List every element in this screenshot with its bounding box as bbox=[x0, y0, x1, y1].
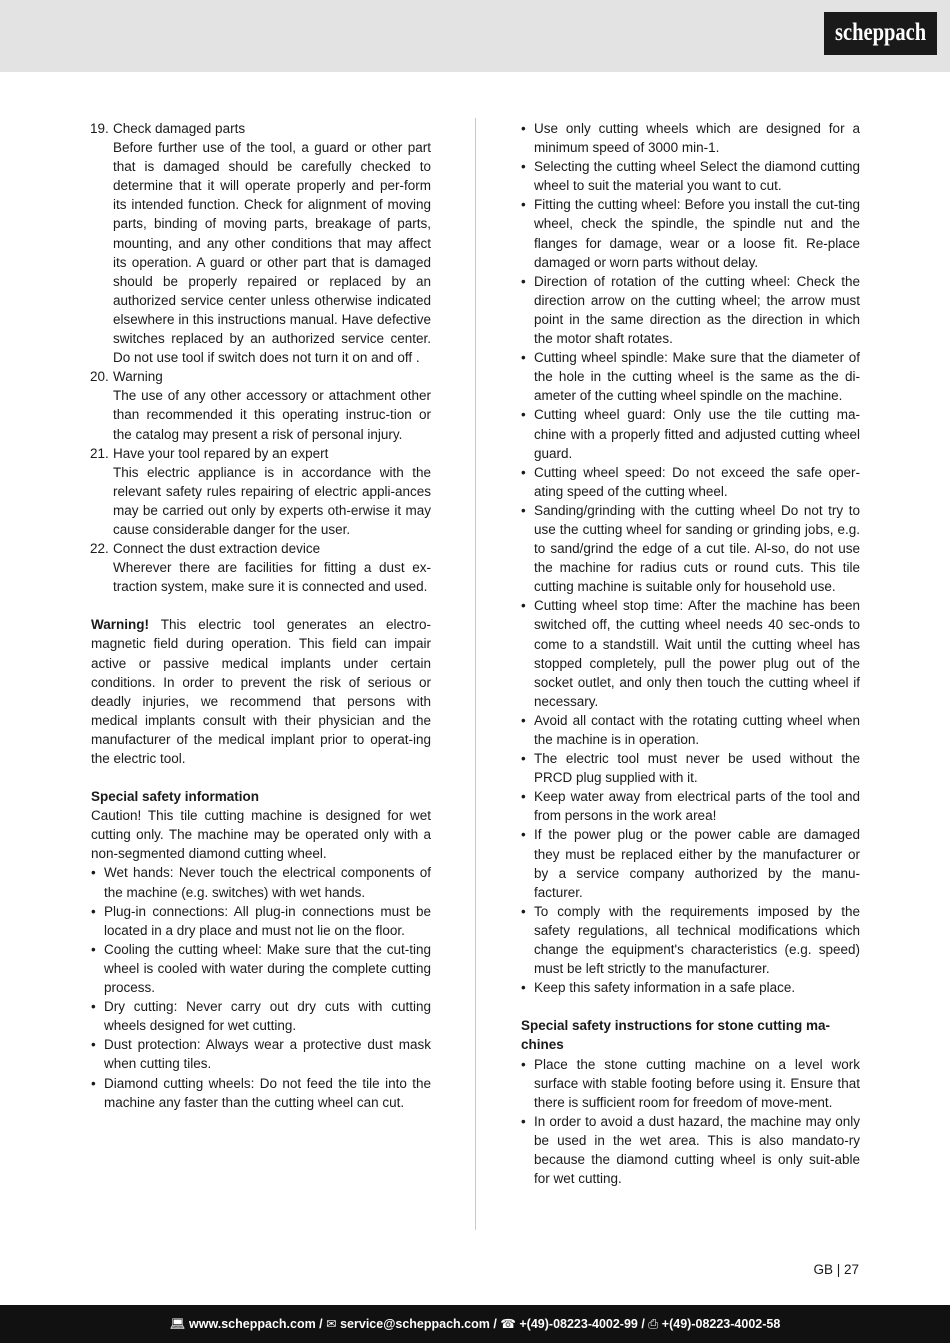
warning-label: Warning! bbox=[91, 617, 149, 633]
right-column bbox=[521, 119, 860, 1188]
bullet-item: • Dry cutting: Never carry out dry cuts with cutting wheels designed for wet cutting. bbox=[91, 997, 431, 1035]
bullet-item: • Direction of rotation of the cutting wheel: Check the direction arrow on the cutting wheel; the arrow must point in the same direction as the direction in which the motor shaft rotates. bbox=[521, 272, 860, 348]
phone-icon: ☎︎ bbox=[500, 1317, 516, 1331]
bullet-item: • Cutting wheel spindle: Make sure that the diameter of the hole in the cutting wheel is the same as the di-ameter of the cutting wheel spindle on the machine. bbox=[521, 348, 860, 405]
bullet-item: • Cutting wheel stop time: After the machine has been switched off, the cutting wheel needs 40 sec-onds to come to a standstill. Wait until the cutting wheel has stopped completely, pull the power plug out of the socket outlet, and only then touch the cutting wheel if necessary. bbox=[521, 596, 860, 711]
item-body: The use of any other accessory or attachment other than recommended it this operating instruc-tion or the catalog may present a risk of personal injury. bbox=[113, 388, 431, 442]
left-column bbox=[91, 119, 431, 1112]
item-title: Check damaged parts bbox=[113, 121, 246, 136]
list-item: 20. Warning The use of any other accessory or attachment other than recommended it this operating instruc-tion or the catalog may present a risk of personal injury. bbox=[91, 367, 431, 443]
bullet-item: • Diamond cutting wheels: Do not feed the tile into the machine any faster than the cutting wheel can cut. bbox=[91, 1074, 431, 1112]
page-number: GB | 27 bbox=[813, 1262, 859, 1277]
bullet-item: • In order to avoid a dust hazard, the machine may only be used in the wet area. This is also mandato-ry because the diamond cutting wheel is only suit-able for wet cutting. bbox=[521, 1112, 860, 1188]
computer-icon: 💻︎ bbox=[169, 1317, 186, 1331]
bullet-item: • Keep water away from electrical parts of the tool and from persons in the work area! bbox=[521, 787, 860, 825]
bullet-item: • Selecting the cutting wheel Select the diamond cutting wheel to suit the material you want to cut. bbox=[521, 157, 860, 195]
bullet-item: • The electric tool must never be used without the PRCD plug supplied with it. bbox=[521, 749, 860, 787]
bullet-item: • Place the stone cutting machine on a level work surface with stable footing before using it. Ensure that there is sufficient room for freedom of move-ment. bbox=[521, 1055, 860, 1112]
fax-number: +(49)-08223-4002-58 bbox=[661, 1317, 781, 1331]
bullet-item: • Plug-in connections: All plug-in connections must be located in a dry place and must not lie on the floor. bbox=[91, 902, 431, 940]
bullet-list bbox=[91, 863, 431, 1111]
item-title: Warning bbox=[113, 369, 163, 385]
item-title: Have your tool repared by an expert bbox=[113, 445, 329, 461]
intro-paragraph: Caution! This tile cutting machine is designed for wet cutting only. The machine may be operated only with a non-segmented diamond cutting wheel. bbox=[91, 808, 431, 862]
item-body: This electric appliance is in accordance with the relevant safety rules repairing of electric appli-ances may be carried out only by experts oth-erwise it may cause considerable danger for the user. bbox=[113, 464, 431, 537]
bullet-item: • Wet hands: Never touch the electrical components of the machine (e.g. switches) with wet hands. bbox=[91, 863, 431, 901]
bullet-item: • Use only cutting wheels which are designed for a minimum speed of 3000 min-1. bbox=[521, 119, 860, 157]
numbered-list bbox=[91, 119, 431, 596]
bullet-item: • Cutting wheel guard: Only use the tile cutting ma-chine with a properly fitted and adjusted cutting wheel guard. bbox=[521, 405, 860, 462]
bullet-item: • Avoid all contact with the rotating cutting wheel when the machine is in operation. bbox=[521, 711, 860, 749]
bullet-list bbox=[521, 1055, 860, 1189]
bullet-item: • If the power plug or the power cable are damaged they must be replaced either by the manufacturer or by a service company authorized by the manu-facturer. bbox=[521, 825, 860, 901]
bullet-list bbox=[521, 119, 860, 997]
item-title: Connect the dust extraction device bbox=[113, 541, 321, 557]
list-item: 22. Connect the dust extraction device Wherever there are facilities for fitting a dust ex-traction system, make sure it is connected and used. bbox=[91, 539, 431, 596]
bullet-item: • Keep this safety information in a safe place. bbox=[521, 978, 860, 997]
bullet-item: • Cooling the cutting wheel: Make sure that the cut-ting wheel is cooled with water during the complete cutting process. bbox=[91, 940, 431, 997]
brand-logo: scheppach bbox=[824, 12, 937, 55]
section-heading: Special safety information bbox=[91, 789, 260, 805]
mail-icon: ✉︎ bbox=[326, 1317, 337, 1331]
column-divider bbox=[475, 118, 476, 1230]
item-body: Wherever there are facilities for fitting a dust ex-traction system, make sure it is connected and used. bbox=[113, 560, 431, 595]
bullet-item: • Cutting wheel speed: Do not exceed the safe oper-ating speed of the cutting wheel. bbox=[521, 463, 860, 501]
bullet-item: • Dust protection: Always wear a protective dust mask when cutting tiles. bbox=[91, 1035, 431, 1073]
bullet-item: • Sanding/grinding with the cutting wheel Do not try to use the cutting wheel for sanding or grinding jobs, e.g. to sand/grind the edge of a cut tile. Al-so, do not use the machine for radius cuts or round cuts. This tile cutting machine is suitable only for household use. bbox=[521, 501, 860, 596]
bullet-item: • Fitting the cutting wheel: Before you install the cut-ting wheel, check the spindle, the spindle nut and the flanges for damage, wear or a loose fit. Re-place damaged or worn parts without delay. bbox=[521, 195, 860, 271]
email-link[interactable]: service@scheppach.com / bbox=[340, 1317, 497, 1331]
list-item: 19. Check damaged parts Before further use of the tool, a guard or other part that is damaged should be carefully checked to determine that it will operate properly and per-form its intended function. Check for alignment of moving parts, binding of moving parts, breakage of parts, mounting, and any other conditions that may affect its operation. A guard or other part that is damaged should be properly repaired or replaced by an authorized service center unless otherwise indicated elsewhere in this instructions manual. Have defective switches replaced by an authorized service center. Do not use tool if switch does not turn it on and off . bbox=[91, 119, 431, 367]
phone-number: +(49)-08223-4002-99 / bbox=[519, 1317, 645, 1331]
item-body: Before further use of the tool, a guard or other part that is damaged should be carefully checked to determine that it will operate properly and per-form its intended function. Check for alignment of moving parts, binding of moving parts, breakage of parts, mounting, and any other conditions that may affect its operation. A guard or other part that is damaged should be properly repaired or replaced by an authorized service center unless otherwise indicated elsewhere in this instructions manual. Have defective switches replaced by an authorized service center. Do not use tool if switch does not turn it on and off . bbox=[113, 140, 431, 366]
website-link[interactable]: www.scheppach.com / bbox=[189, 1317, 323, 1331]
list-item: 21. Have your tool repared by an expert This electric appliance is in accordance with the relevant safety rules repairing of electric appli-ances may be carried out only by experts oth-erwise it may cause considerable danger for the user. bbox=[91, 444, 431, 539]
footer-bar bbox=[0, 1305, 950, 1343]
bullet-item: • To comply with the requirements imposed by the safety regulations, all technical modifications which change the equipment's characteristics (e.g. speed) must be left strictly to the manufacturer. bbox=[521, 902, 860, 978]
section-heading: Special safety instructions for stone cutting ma-chines bbox=[521, 1018, 831, 1053]
header-bar bbox=[0, 0, 950, 72]
fax-icon: ⎙ bbox=[648, 1317, 659, 1331]
warning-paragraph: Warning! This electric tool generates an electro-magnetic field during operation. This field can impair active or passive medical implants under certain conditions. In order to prevent the risk of serious or deadly injuries, we recommend that persons with medical implants consult with their physician and the manufacturer of the medical implant prior to operat-ing the electric tool. bbox=[91, 617, 431, 766]
